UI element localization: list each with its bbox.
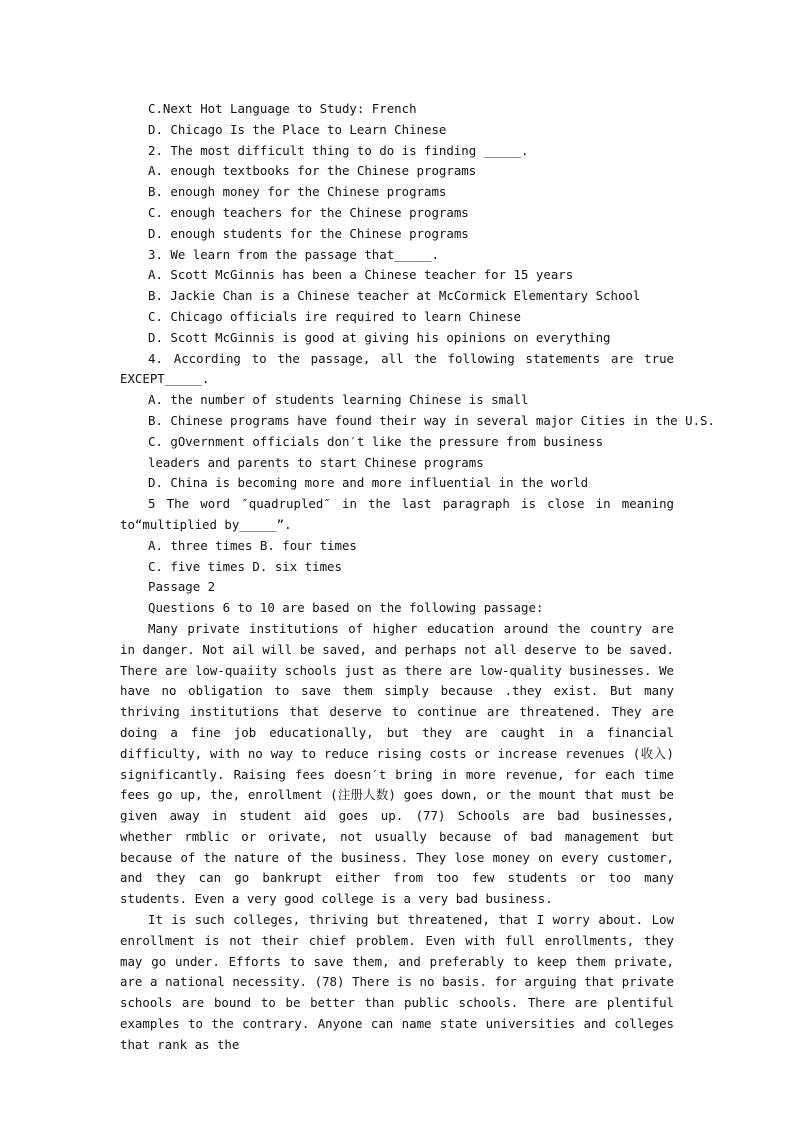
q2-option-a: A. enough textbooks for the Chinese programs	[148, 163, 477, 179]
q3-option-c: C. Chicago officials ire required to learn Chinese	[148, 308, 521, 324]
q4-option-d: D. China is becoming more and more influential in the world	[148, 475, 589, 491]
q1-option-c: C.Next Hot Language to Study: French	[148, 101, 417, 116]
passage2-paragraph-2: It is such colleges, thriving but threatened, that I worry about. Low enrollment is not their chief problem. Even with full enrollments, they may go under. Efforts to save them, and preferably to keep them private, are a national necessity. (78) There is no basis. for arguing that private schools are bound to be better than public schools. There are plentiful examples to the contrary. Anyone can name state universities and colleges that rank as the	[120, 912, 674, 1052]
q5-options-ab: A. three times B. four times	[148, 537, 357, 553]
q3-option-a: A. Scott McGinnis has been a Chinese teacher for 15 years	[148, 267, 574, 283]
q4-stem-line2: EXCEPT_____.	[120, 371, 210, 387]
passage2-heading: Passage 2	[148, 579, 216, 595]
q4-option-a: A. the number of students learning Chinese is small	[148, 392, 529, 408]
passage2-intro: Questions 6 to 10 are based on the following passage:	[148, 600, 544, 616]
q2-stem: 2. The most difficult thing to do is finding _____.	[148, 142, 529, 158]
document-page	[120, 99, 715, 1056]
q3-stem: 3. We learn from the passage that_____.	[148, 246, 439, 262]
q4-stem-line1: 4. According to the passage, all the following statements are true	[148, 350, 674, 366]
q5-stem-line2: to“multiplied by_____”.	[120, 516, 292, 532]
q2-option-b: B. enough money for the Chinese programs	[148, 184, 447, 200]
q1-option-d: D. Chicago Is the Place to Learn Chinese	[148, 121, 447, 137]
q5-options-cd: C. five times D. six times	[148, 558, 342, 574]
q3-option-b: B. Jackie Chan is a Chinese teacher at McCormick Elementary School	[148, 288, 641, 304]
q2-option-d: D. enough students for the Chinese programs	[148, 225, 469, 241]
q4-option-b: B. Chinese programs have found their way in several major Cities in the U.S.	[148, 412, 715, 428]
q4-option-c-line1: C. gOvernment officials don′t like the pressure from business	[148, 433, 604, 449]
q4-option-c-line2: leaders and parents to start Chinese programs	[148, 454, 484, 470]
q3-option-d: D. Scott McGinnis is good at giving his opinions on everything	[148, 329, 611, 345]
q5-stem-line1: 5 The word ″quadrupled″ in the last paragraph is close in meaning	[148, 496, 674, 512]
passage2-paragraph-1: Many private institutions of higher education around the country are in danger. Not ail will be saved, and perhaps not all deserve to be saved. There are low-quaiity schools just as there are low-quality businesses. We have no obligation to save them simply because .they exist. But many thriving institutions that deserve to continue are threatened. They are doing a fine job educationally, but they are caught in a financial difficulty, with no way to reduce rising costs or increase revenues (收入) significantly. Raising fees doesn′t bring in more revenue, for each time fees go up, the, enrollment (注册人数) goes down, or the mount that must be given away in student aid goes up. (77) Schools are bad businesses, whether rmblic or orivate, not usually because of bad management but because of the nature of the business. They lose money on every customer, and they can go bankrupt either from too few students or too many students. Even a very good college is a very bad business.	[120, 620, 674, 907]
q2-option-c: C. enough teachers for the Chinese programs	[148, 204, 469, 220]
